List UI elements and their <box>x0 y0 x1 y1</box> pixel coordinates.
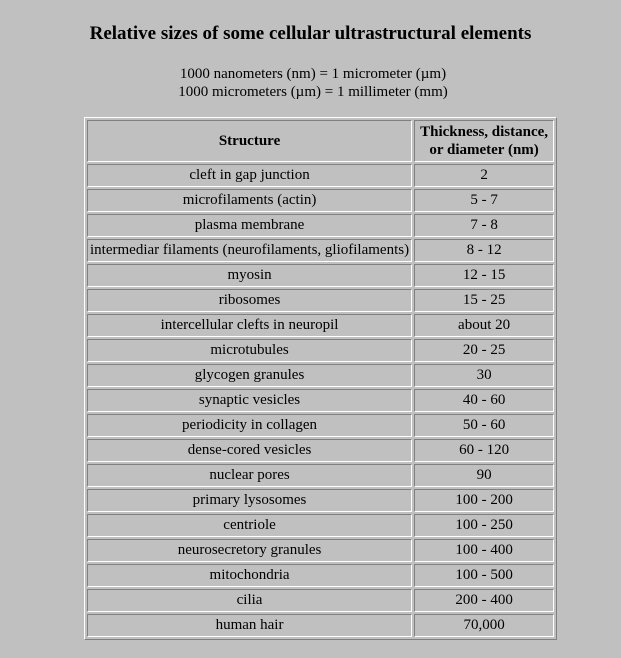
cell-size: 30 <box>414 364 554 387</box>
table-row <box>87 389 554 412</box>
table-row <box>87 589 554 612</box>
cell-size: 8 - 12 <box>414 239 554 262</box>
sizes-table <box>84 117 557 640</box>
cell-size: about 20 <box>414 314 554 337</box>
cell-structure: cleft in gap junction <box>87 164 412 187</box>
cell-size: 40 - 60 <box>414 389 554 412</box>
table-row <box>87 414 554 437</box>
cell-structure: microfilaments (actin) <box>87 189 412 212</box>
cell-size: 100 - 400 <box>414 539 554 562</box>
table-row <box>87 489 554 512</box>
cell-structure: intermediar filaments (neurofilaments, gliofilaments) <box>87 239 412 262</box>
cell-size: 20 - 25 <box>414 339 554 362</box>
table-row <box>87 364 554 387</box>
cell-structure: centriole <box>87 514 412 537</box>
table-row <box>87 539 554 562</box>
header-size <box>414 120 554 162</box>
cell-structure: plasma membrane <box>87 214 412 237</box>
cell-structure: periodicity in collagen <box>87 414 412 437</box>
cell-structure: glycogen granules <box>87 364 412 387</box>
table-row <box>87 164 554 187</box>
header-size-line1: Thickness, distance, <box>420 124 549 140</box>
cell-structure: myosin <box>87 264 412 287</box>
header-structure: Structure <box>87 120 412 162</box>
cell-structure: human hair <box>87 614 412 637</box>
cell-structure: microtubules <box>87 339 412 362</box>
page-title: Relative sizes of some cellular ultrastructural elements <box>89 23 532 44</box>
cell-size: 100 - 200 <box>414 489 554 512</box>
table-row <box>87 189 554 212</box>
cell-size: 100 - 250 <box>414 514 554 537</box>
cell-structure: synaptic vesicles <box>87 389 412 412</box>
table-row <box>87 239 554 262</box>
table-header-row <box>87 120 554 162</box>
table-row <box>87 339 554 362</box>
table-row <box>87 514 554 537</box>
table-row <box>87 564 554 587</box>
cell-size: 50 - 60 <box>414 414 554 437</box>
cell-size: 12 - 15 <box>414 264 554 287</box>
unit-conversion-um: 1000 micrometers (µm) = 1 millimeter (mm) <box>178 84 448 100</box>
cell-size: 5 - 7 <box>414 189 554 212</box>
cell-size: 100 - 500 <box>414 564 554 587</box>
table-row <box>87 439 554 462</box>
table-row <box>87 214 554 237</box>
cell-structure: nuclear pores <box>87 464 412 487</box>
table-row <box>87 464 554 487</box>
cell-size: 90 <box>414 464 554 487</box>
table-row <box>87 614 554 637</box>
cell-size: 15 - 25 <box>414 289 554 312</box>
cell-size: 70,000 <box>414 614 554 637</box>
table-row <box>87 314 554 337</box>
unit-conversion-nm: 1000 nanometers (nm) = 1 micrometer (µm) <box>179 66 447 82</box>
cell-structure: primary lysosomes <box>87 489 412 512</box>
header-size-line2: or diameter (nm) <box>429 142 539 158</box>
cell-size: 60 - 120 <box>414 439 554 462</box>
cell-structure: dense-cored vesicles <box>87 439 412 462</box>
cell-size: 200 - 400 <box>414 589 554 612</box>
cell-size: 7 - 8 <box>414 214 554 237</box>
cell-structure: cilia <box>87 589 412 612</box>
cell-structure: ribosomes <box>87 289 412 312</box>
table-row <box>87 264 554 287</box>
cell-structure: mitochondria <box>87 564 412 587</box>
unit-conversions <box>0 65 621 101</box>
cell-size: 2 <box>414 164 554 187</box>
cell-structure: neurosecretory granules <box>87 539 412 562</box>
cell-structure: intercellular clefts in neuropil <box>87 314 412 337</box>
table-row <box>87 289 554 312</box>
